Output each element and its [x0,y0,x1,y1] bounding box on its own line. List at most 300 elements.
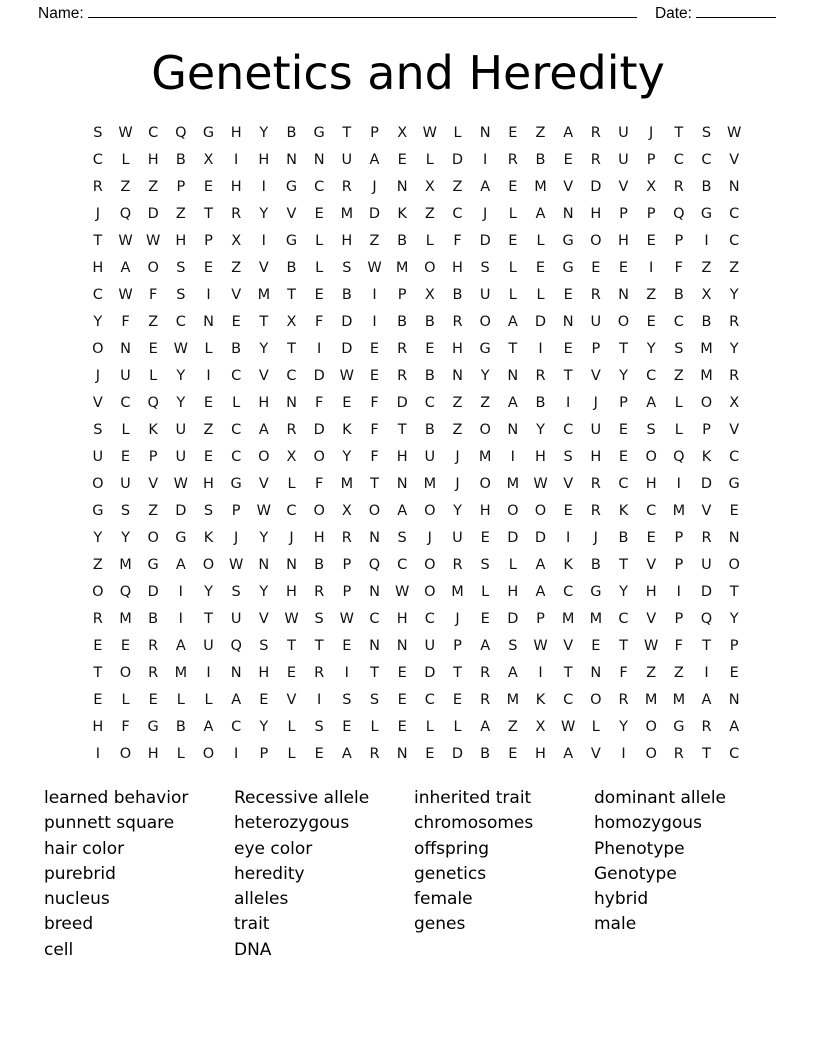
grid-cell[interactable]: S [120,503,131,519]
grid-cell[interactable]: R [397,341,408,357]
grid-cell[interactable]: O [424,260,436,276]
grid-cell[interactable]: C [424,395,435,411]
grid-cell[interactable]: T [397,422,407,438]
grid-cell[interactable]: A [507,665,518,681]
grid-cell[interactable]: E [342,395,352,411]
grid-cell[interactable]: J [427,530,432,546]
grid-cell[interactable]: E [425,746,435,762]
grid-cell[interactable]: Z [369,233,380,249]
word-bank-item[interactable]: hybrid [594,889,649,910]
word-bank-item[interactable]: inherited trait [414,788,532,808]
grid-cell[interactable]: T [370,665,379,681]
grid-cell[interactable]: L [287,746,296,762]
grid-cell[interactable]: N [369,530,380,546]
grid-cell[interactable]: M [395,260,409,276]
grid-cell[interactable]: X [397,125,408,141]
grid-cell[interactable]: I [95,746,100,762]
grid-cell[interactable]: B [701,314,712,330]
grid-cell[interactable]: V [258,368,269,384]
word-bank-item[interactable]: male [594,914,637,935]
grid-cell[interactable]: U [203,638,214,654]
word-bank-item[interactable]: heredity [234,863,305,884]
grid-cell[interactable]: O [507,503,519,519]
grid-cell[interactable]: H [313,530,325,546]
grid-cell[interactable]: Q [673,449,685,465]
grid-cell[interactable]: S [314,611,324,627]
grid-cell[interactable]: Z [92,557,103,573]
grid-cell[interactable]: P [176,179,186,195]
grid-cell[interactable]: P [453,638,462,654]
grid-cell[interactable]: U [120,368,131,384]
grid-cell[interactable]: A [397,503,408,519]
grid-cell[interactable]: H [258,395,270,411]
grid-cell[interactable]: Z [120,179,131,195]
grid-cell[interactable]: R [701,719,712,735]
word-bank-item[interactable]: DNA [234,939,272,960]
grid-cell[interactable]: T [204,611,213,627]
word-bank-item[interactable]: Recessive allele [234,788,370,808]
grid-cell[interactable]: N [396,746,408,762]
grid-cell[interactable]: R [673,746,684,762]
grid-cell[interactable]: Q [175,125,187,141]
grid-cell[interactable]: B [424,368,435,384]
grid-cell[interactable]: B [341,287,352,303]
grid-cell[interactable]: V [590,746,601,762]
grid-cell[interactable]: X [701,287,712,303]
grid-cell[interactable]: N [728,692,740,708]
grid-cell[interactable]: T [287,638,296,654]
grid-cell[interactable]: A [535,206,546,222]
grid-cell[interactable]: C [231,422,242,438]
grid-cell[interactable]: N [479,125,491,141]
grid-cell[interactable]: F [314,395,324,411]
grid-cell[interactable]: Z [480,395,491,411]
grid-cell[interactable]: X [286,449,297,465]
word-bank-item[interactable]: alleles [234,889,289,910]
grid-cell[interactable]: L [149,368,158,384]
grid-cell[interactable]: V [729,422,740,438]
grid-cell[interactable]: B [701,179,712,195]
grid-cell[interactable]: L [674,395,683,411]
word-bank-item[interactable]: purebrid [44,863,116,884]
grid-cell[interactable]: Y [619,584,628,600]
grid-cell[interactable]: C [314,179,325,195]
grid-cell[interactable]: E [535,260,546,276]
grid-cell[interactable]: Q [230,638,242,654]
grid-cell[interactable]: C [563,584,574,600]
grid-cell[interactable]: E [397,152,407,168]
grid-cell[interactable]: R [590,152,601,168]
grid-cell[interactable]: O [728,557,740,573]
grid-cell[interactable]: R [590,503,601,519]
grid-cell[interactable]: P [231,503,241,519]
grid-cell[interactable]: W [118,287,133,303]
grid-cell[interactable]: S [203,503,214,519]
grid-cell[interactable]: P [370,125,379,141]
grid-cell[interactable]: P [259,746,269,762]
grid-cell[interactable]: C [92,287,103,303]
grid-cell[interactable]: C [563,692,574,708]
grid-cell[interactable]: V [646,557,657,573]
grid-cell[interactable]: H [258,152,270,168]
grid-cell[interactable]: W [394,584,410,600]
grid-cell[interactable]: L [508,557,517,573]
grid-cell[interactable]: G [479,341,491,357]
grid-cell[interactable]: D [451,152,464,168]
grid-cell[interactable]: I [372,287,377,303]
grid-cell[interactable]: Z [673,665,684,681]
grid-cell[interactable]: E [480,530,490,546]
grid-cell[interactable]: Q [147,395,159,411]
grid-cell[interactable]: M [672,692,686,708]
grid-cell[interactable]: V [258,476,269,492]
grid-cell[interactable]: Y [342,449,352,465]
grid-cell[interactable]: Y [729,341,739,357]
grid-cell[interactable]: O [645,746,657,762]
grid-cell[interactable]: F [314,476,324,492]
grid-cell[interactable]: B [673,287,684,303]
grid-cell[interactable]: E [646,314,656,330]
grid-cell[interactable]: Y [536,422,545,438]
grid-cell[interactable]: O [147,530,159,546]
grid-cell[interactable]: E [203,395,214,411]
grid-cell[interactable]: C [646,503,657,519]
grid-cell[interactable]: G [285,233,298,249]
grid-cell[interactable]: B [286,125,297,141]
word-bank-item[interactable]: female [414,889,473,910]
grid-cell[interactable]: T [370,476,379,492]
grid-cell[interactable]: P [619,206,628,222]
grid-cell[interactable]: B [175,152,186,168]
grid-cell[interactable]: H [230,179,242,195]
grid-cell[interactable]: S [93,422,103,438]
grid-cell[interactable]: M [478,449,492,465]
grid-cell[interactable]: Z [535,125,546,141]
grid-cell[interactable]: E [563,341,573,357]
grid-cell[interactable]: G [202,125,215,141]
grid-cell[interactable]: R [92,611,103,627]
grid-cell[interactable]: Y [259,206,269,222]
grid-cell[interactable]: R [231,206,242,222]
grid-cell[interactable]: R [701,530,712,546]
grid-cell[interactable]: H [396,611,408,627]
grid-cell[interactable]: A [175,557,186,573]
grid-cell[interactable]: Q [368,557,381,573]
grid-cell[interactable]: P [342,584,352,600]
grid-cell[interactable]: V [729,152,740,168]
grid-cell[interactable]: N [562,314,574,330]
grid-cell[interactable]: W [367,260,382,276]
grid-cell[interactable]: D [424,665,436,681]
grid-cell[interactable]: V [286,692,297,708]
grid-cell[interactable]: M [119,611,132,627]
grid-cell[interactable]: H [147,152,159,168]
grid-cell[interactable]: M [506,476,520,492]
grid-cell[interactable]: N [590,665,602,681]
grid-cell[interactable]: L [232,395,241,411]
grid-cell[interactable]: E [480,611,490,627]
grid-cell[interactable]: X [535,719,546,735]
grid-cell[interactable]: G [562,233,574,249]
grid-cell[interactable]: N [286,152,297,168]
grid-cell[interactable]: O [479,476,491,492]
grid-cell[interactable]: Y [646,341,656,357]
grid-cell[interactable]: G [92,503,104,519]
grid-cell[interactable]: A [563,746,574,762]
grid-cell[interactable]: C [231,719,242,735]
grid-cell[interactable]: I [704,665,709,681]
grid-cell[interactable]: D [368,206,381,222]
grid-cell[interactable]: E [148,692,158,708]
grid-cell[interactable]: A [120,260,131,276]
grid-cell[interactable]: C [92,152,103,168]
grid-cell[interactable]: A [646,395,657,411]
grid-cell[interactable]: O [202,557,215,573]
grid-cell[interactable]: K [397,206,407,222]
grid-cell[interactable]: L [425,719,434,735]
grid-cell[interactable]: R [729,368,740,384]
grid-cell[interactable]: M [589,611,603,627]
grid-cell[interactable]: M [174,665,188,681]
grid-cell[interactable]: C [673,314,684,330]
grid-cell[interactable]: Q [119,206,132,222]
grid-cell[interactable]: O [534,503,547,519]
grid-cell[interactable]: B [618,530,629,546]
grid-cell[interactable]: E [508,179,518,195]
grid-cell[interactable]: W [118,125,133,141]
grid-cell[interactable]: M [700,341,713,357]
grid-cell[interactable]: E [314,287,324,303]
grid-cell[interactable]: G [313,125,325,141]
grid-cell[interactable]: D [534,314,547,330]
grid-cell[interactable]: N [562,206,574,222]
grid-cell[interactable]: I [178,584,183,600]
grid-cell[interactable]: P [674,233,684,249]
grid-cell[interactable]: A [535,557,546,573]
grid-cell[interactable]: I [538,665,543,681]
grid-cell[interactable]: B [231,341,242,357]
grid-cell[interactable]: C [729,206,740,222]
grid-cell[interactable]: S [563,449,573,465]
word-bank-item[interactable]: Genotype [594,863,677,884]
grid-cell[interactable]: R [480,665,491,681]
grid-cell[interactable]: J [234,530,239,546]
grid-cell[interactable]: J [649,125,654,141]
grid-cell[interactable]: R [452,557,463,573]
grid-cell[interactable]: Z [203,422,214,438]
grid-cell[interactable]: U [479,287,491,303]
grid-cell[interactable]: M [340,206,354,222]
grid-cell[interactable]: C [729,449,740,465]
grid-cell[interactable]: I [704,233,709,249]
grid-cell[interactable]: R [480,692,491,708]
grid-cell[interactable]: C [618,476,629,492]
grid-cell[interactable]: T [563,368,573,384]
grid-cell[interactable]: N [507,368,519,384]
grid-cell[interactable]: E [259,692,269,708]
grid-cell[interactable]: E [314,206,324,222]
grid-cell[interactable]: H [645,584,657,600]
grid-cell[interactable]: P [204,233,213,249]
grid-cell[interactable]: H [618,233,629,249]
grid-cell[interactable]: P [619,395,628,411]
grid-cell[interactable]: L [370,719,379,735]
grid-cell[interactable]: F [370,449,379,465]
grid-cell[interactable]: Y [176,368,186,384]
grid-cell[interactable]: V [148,476,159,492]
grid-cell[interactable]: M [672,503,686,519]
grid-cell[interactable]: Z [646,665,657,681]
grid-cell[interactable]: P [536,611,545,627]
grid-cell[interactable]: J [455,611,460,627]
grid-cell[interactable]: C [424,611,435,627]
grid-cell[interactable]: R [397,368,408,384]
grid-cell[interactable]: T [563,665,573,681]
word-search-grid[interactable] [84,120,748,768]
grid-cell[interactable]: O [92,584,104,600]
grid-cell[interactable]: C [646,368,657,384]
grid-cell[interactable]: T [619,638,628,654]
grid-cell[interactable]: H [452,260,463,276]
grid-cell[interactable]: S [508,638,518,654]
grid-cell[interactable]: O [645,719,657,735]
grid-cell[interactable]: I [676,476,681,492]
grid-cell[interactable]: G [728,476,740,492]
grid-cell[interactable]: B [535,152,546,168]
grid-cell[interactable]: D [313,422,325,438]
grid-cell[interactable]: E [618,260,629,276]
grid-cell[interactable]: I [206,665,211,681]
grid-cell[interactable]: P [646,152,656,168]
grid-cell[interactable]: Y [729,287,739,303]
grid-cell[interactable]: T [287,287,296,303]
grid-cell[interactable]: E [646,233,656,249]
grid-cell[interactable]: Z [175,206,186,222]
grid-cell[interactable]: Z [673,368,684,384]
grid-cell[interactable]: Y [93,530,103,546]
grid-cell[interactable]: C [424,692,435,708]
grid-cell[interactable]: N [203,314,214,330]
grid-cell[interactable]: E [120,638,131,654]
grid-cell[interactable]: E [729,665,739,681]
grid-cell[interactable]: I [178,611,183,627]
grid-cell[interactable]: L [204,692,213,708]
grid-cell[interactable]: E [286,665,297,681]
grid-cell[interactable]: C [729,746,740,762]
grid-cell[interactable]: N [618,287,629,303]
grid-cell[interactable]: I [538,341,543,357]
grid-cell[interactable]: D [147,206,159,222]
grid-cell[interactable]: X [341,503,352,519]
grid-cell[interactable]: W [643,638,659,654]
grid-cell[interactable]: W [118,233,133,249]
grid-cell[interactable]: H [479,503,491,519]
word-bank-item[interactable]: trait [234,914,270,935]
grid-cell[interactable]: U [590,314,602,330]
grid-cell[interactable]: J [95,368,100,384]
grid-cell[interactable]: K [342,422,352,438]
grid-cell[interactable]: R [314,665,325,681]
grid-cell[interactable]: E [203,449,214,465]
grid-cell[interactable]: E [508,746,518,762]
grid-cell[interactable]: Q [119,584,132,600]
grid-cell[interactable]: C [148,125,159,141]
grid-cell[interactable]: E [452,692,463,708]
grid-cell[interactable]: C [369,611,380,627]
grid-cell[interactable]: S [231,584,241,600]
grid-cell[interactable]: C [563,422,574,438]
grid-cell[interactable]: W [339,611,354,627]
grid-cell[interactable]: A [480,719,491,735]
grid-cell[interactable]: V [286,206,297,222]
grid-cell[interactable]: N [728,530,740,546]
grid-cell[interactable]: E [397,719,407,735]
word-bank-item[interactable]: dominant allele [594,788,727,808]
grid-cell[interactable]: A [341,746,352,762]
grid-cell[interactable]: L [425,152,434,168]
grid-cell[interactable]: T [204,206,213,222]
grid-cell[interactable]: N [452,368,463,384]
grid-cell[interactable]: O [424,584,436,600]
grid-cell[interactable]: B [148,611,159,627]
grid-cell[interactable]: L [591,719,600,735]
grid-cell[interactable]: L [453,125,462,141]
grid-cell[interactable]: D [341,314,353,330]
grid-cell[interactable]: T [702,746,711,762]
grid-cell[interactable]: I [676,584,681,600]
grid-cell[interactable]: E [729,503,739,519]
grid-cell[interactable]: U [618,152,629,168]
grid-cell[interactable]: V [563,476,574,492]
grid-cell[interactable]: E [203,179,214,195]
grid-cell[interactable]: W [339,368,354,384]
grid-cell[interactable]: A [563,125,574,141]
grid-cell[interactable]: I [483,152,488,168]
grid-cell[interactable]: T [674,125,684,141]
grid-cell[interactable]: U [590,422,602,438]
grid-cell[interactable]: A [535,584,546,600]
grid-cell[interactable]: R [341,179,352,195]
grid-cell[interactable]: A [701,692,712,708]
grid-cell[interactable]: A [203,719,214,735]
grid-cell[interactable]: D [396,395,408,411]
grid-cell[interactable]: B [397,233,408,249]
grid-cell[interactable]: F [148,287,158,303]
grid-cell[interactable]: F [674,260,683,276]
grid-cell[interactable]: L [508,260,517,276]
grid-cell[interactable]: J [483,206,488,222]
grid-cell[interactable]: R [618,692,629,708]
grid-cell[interactable]: E [93,638,103,654]
word-bank-item[interactable]: learned behavior [44,788,189,808]
grid-cell[interactable]: O [92,341,104,357]
grid-cell[interactable]: G [562,260,574,276]
grid-cell[interactable]: R [341,530,352,546]
grid-cell[interactable]: K [148,422,158,438]
grid-cell[interactable]: C [231,368,242,384]
grid-cell[interactable]: E [203,260,214,276]
grid-cell[interactable]: R [148,665,159,681]
grid-cell[interactable]: G [147,557,159,573]
grid-cell[interactable]: I [649,260,654,276]
grid-cell[interactable]: E [342,638,352,654]
grid-cell[interactable]: J [289,530,294,546]
grid-cell[interactable]: E [120,449,131,465]
grid-cell[interactable]: M [534,179,547,195]
grid-cell[interactable]: N [507,422,519,438]
date-input-line[interactable] [696,5,776,18]
grid-cell[interactable]: U [341,152,353,168]
